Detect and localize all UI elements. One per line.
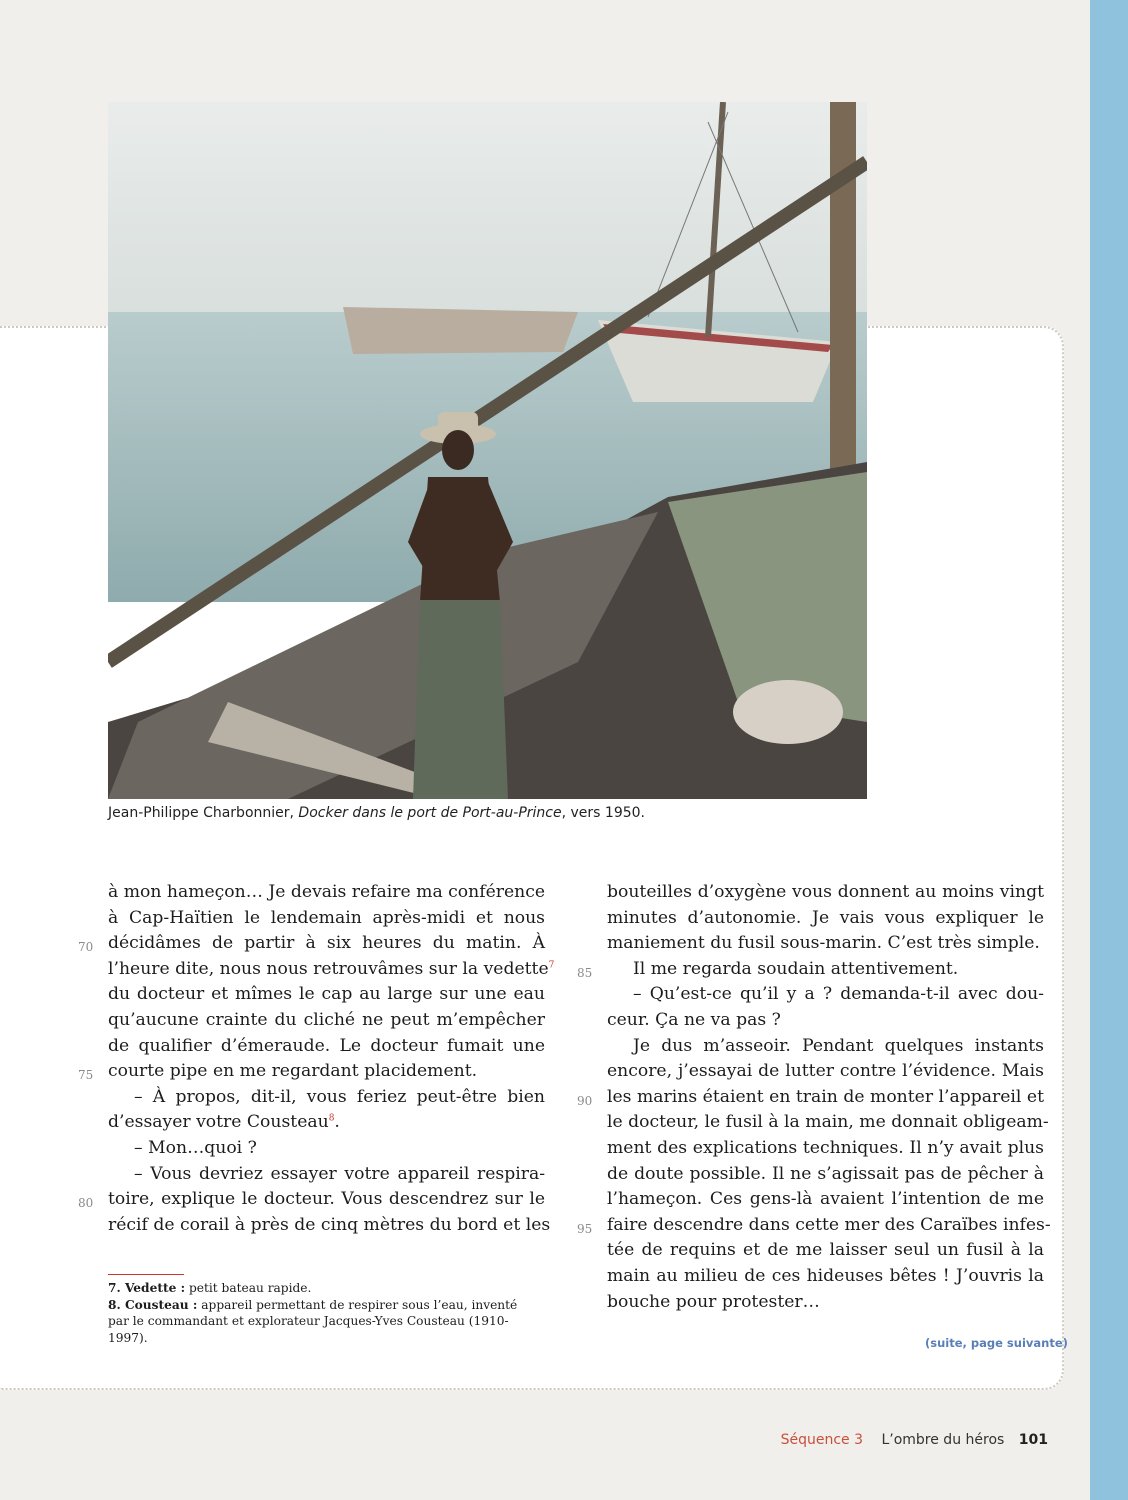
line-number: 90 [577, 1093, 593, 1108]
line-text: – Vous devriez essayer votre appareil respira- [134, 1163, 545, 1184]
footnote-text: appareil permettant de respirer sous l’eau, inventé par le commandant et explorateur Jacques-Yves Cousteau (1910-1997). [108, 1297, 518, 1345]
text-line [607, 1187, 1044, 1213]
text-column-right [577, 880, 1051, 1315]
line-text: à mon hameçon… Je devais refaire ma conférence [108, 882, 545, 902]
text-column-left [78, 880, 555, 1238]
footnote-label: 8. Cousteau : [108, 1297, 198, 1312]
line-number: 75 [78, 1068, 94, 1083]
text-line [607, 982, 1044, 1008]
footnote-text: petit bateau rapide. [185, 1281, 312, 1295]
text-line [607, 1008, 1044, 1034]
text-line [108, 1085, 545, 1111]
line-text: à Cap-Haïtien le lendemain après-midi et nous [108, 907, 545, 928]
text-line [78, 1187, 545, 1213]
footnotes [108, 1280, 538, 1346]
text-line [607, 1162, 1044, 1188]
text-line [108, 1162, 545, 1188]
line-text: encore, j’essayai de lutter contre l’évidence. Mais [607, 1061, 1044, 1082]
text-line [108, 906, 545, 932]
line-text: le docteur, le fusil à la main, me donnait obligeam- [607, 1112, 1049, 1133]
text-line [108, 1008, 545, 1034]
text-line [577, 957, 1044, 983]
page-number: 101 [1018, 1432, 1048, 1448]
photo-illustration [108, 102, 867, 799]
footnote-7 [108, 1280, 538, 1297]
text-line [607, 1290, 1044, 1316]
line-text: récif de corail à près de cinq mètres du bord et les [108, 1214, 551, 1235]
text-line [108, 957, 555, 983]
footnote-8 [108, 1297, 538, 1347]
line-text: courte pipe en me regardant placidement. [108, 1061, 478, 1082]
footnote-label: 7. Vedette : [108, 1281, 186, 1295]
text-line [108, 1034, 545, 1060]
line-text: de doute possible. Il ne s’agissait pas de pêcher à [607, 1163, 1044, 1184]
line-text: de qualifier d’émeraude. Le docteur fumait une [108, 1035, 545, 1056]
text-line [577, 1213, 1051, 1239]
line-number: 85 [577, 965, 593, 980]
text-line [607, 931, 1044, 957]
text-line [78, 1059, 545, 1085]
line-text: bouteilles d’oxygène vous donnent au moins vingt [607, 882, 1044, 902]
line-text: Je dus m’asseoir. Pendant quelques instants [633, 1035, 1044, 1056]
line-text: décidâmes de partir à six heures du matin. À [108, 933, 545, 954]
line-text: faire descendre dans cette mer des Caraïbes infes- [607, 1214, 1051, 1235]
text-line [607, 906, 1044, 932]
text-line [108, 1136, 545, 1162]
text-line [108, 880, 545, 906]
line-text: – À propos, dit-il, vous feriez peut-être bien [134, 1086, 545, 1107]
chapter-title: L’ombre du héros [881, 1432, 1005, 1448]
line-text: les marins étaient en train de monter l’appareil et [607, 1086, 1044, 1107]
text-line [607, 1110, 1049, 1136]
photograph [108, 102, 867, 799]
line-text: main au milieu de ces hideuses bêtes ! J’ouvris la [607, 1265, 1044, 1286]
caption-author: Jean-Philippe Charbonnier, [108, 805, 294, 821]
line-text: tée de requins et de me laisser seul un fusil à la [607, 1240, 1044, 1261]
text-line [607, 1059, 1044, 1085]
text-line [577, 1085, 1044, 1111]
text-line [607, 1264, 1044, 1290]
line-text: ment des explications techniques. Il n’y avait plus [607, 1137, 1044, 1158]
text-line [607, 880, 1044, 906]
caption-title: Docker dans le port de Port-au-Prince [298, 805, 562, 821]
text-line [607, 1238, 1044, 1264]
line-text: bouche pour protester… [607, 1291, 820, 1312]
line-text: ceur. Ça ne va pas ? [607, 1009, 781, 1030]
text-line [78, 931, 545, 957]
line-text: d’essayer votre Cousteau [108, 1112, 329, 1133]
text-line [108, 982, 545, 1008]
line-text: qu’aucune crainte du cliché ne peut m’empêcher [108, 1009, 545, 1030]
page-footer [781, 1432, 1048, 1448]
line-text: du docteur et mîmes le cap au large sur une eau [108, 984, 545, 1005]
line-text: l’hameçon. Ces gens-là avaient l’intention de me [607, 1189, 1044, 1210]
line-text: maniement du fusil sous-marin. C’est très simple. [607, 933, 1040, 954]
line-number: 70 [78, 940, 94, 955]
line-text-suffix: . [334, 1112, 340, 1133]
side-tab [1090, 0, 1128, 1500]
photo-caption [108, 805, 868, 821]
caption-date: , vers 1950. [561, 805, 645, 821]
line-text: Il me regarda soudain attentivement. [633, 958, 959, 979]
footnote-marker[interactable]: 7 [548, 960, 555, 971]
sequence-label: Séquence 3 [780, 1432, 863, 1448]
continue-note: (suite, page suivante) [925, 1336, 1068, 1350]
line-text: l’heure dite, nous nous retrouvâmes sur la vedette [108, 958, 549, 979]
line-number: 95 [577, 1221, 593, 1236]
text-line [108, 1213, 551, 1239]
text-line [607, 1034, 1044, 1060]
line-text: – Mon…quoi ? [134, 1137, 257, 1158]
line-text: – Qu’est-ce qu’il y a ? demanda-t-il avec dou- [633, 984, 1044, 1005]
text-line [607, 1136, 1044, 1162]
text-line [108, 1110, 545, 1136]
line-number: 80 [78, 1196, 94, 1211]
line-text: toire, explique le docteur. Vous descendrez sur le [108, 1189, 545, 1210]
footnote-marker[interactable]: 8 [328, 1113, 335, 1124]
footnote-rule [108, 1274, 184, 1275]
line-text: minutes d’autonomie. Je vais vous expliquer le [607, 907, 1044, 928]
